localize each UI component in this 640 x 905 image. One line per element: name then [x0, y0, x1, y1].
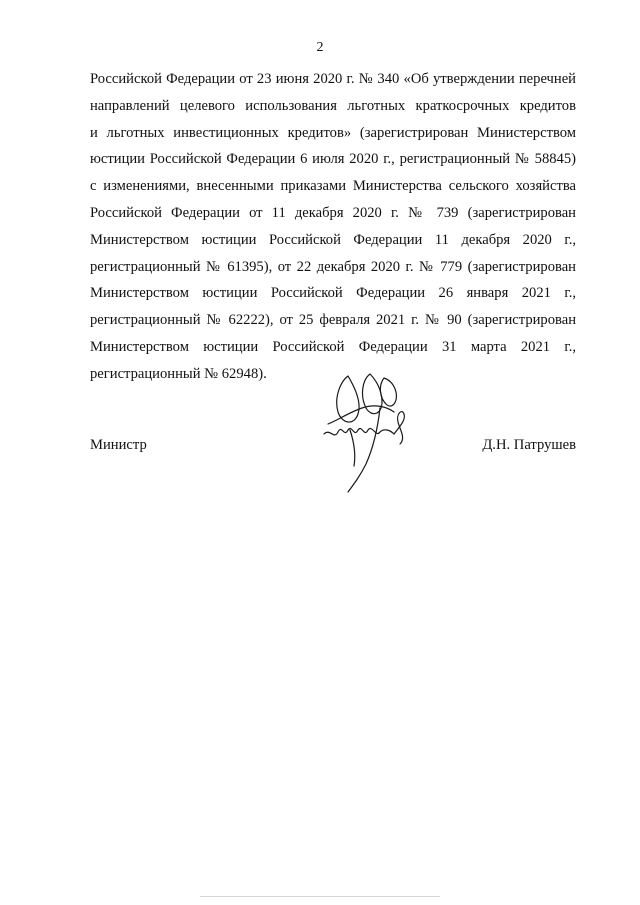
scan-edge-line	[200, 896, 440, 897]
body-line: Российской Федерации от 11 декабря 2020 г. № 739 (зарегистрирован	[90, 204, 576, 221]
body-line: Российской Федерации от 23 июня 2020 г. № 340 «Об утверждении перечней	[90, 71, 576, 87]
signature-block	[90, 433, 576, 457]
body-line: с изменениями, внесенными приказами Министерства сельского хозяйства	[90, 178, 576, 195]
body-paragraph	[90, 66, 576, 388]
body-line: направлений целевого использования льготных краткосрочных кредитов	[90, 97, 576, 114]
body-line: юстиции Российской Федерации 6 июля 2020 г., регистрационный № 58845)	[90, 151, 576, 168]
body-line: регистрационный № 61395), от 22 декабря 2020 г. № 779 (зарегистрирован	[90, 258, 576, 275]
handwritten-signature	[320, 368, 410, 496]
body-line: и льготных инвестиционных кредитов» (зарегистрирован Министерством	[90, 124, 576, 141]
signer-name: Д.Н. Патрушев	[482, 437, 576, 453]
body-line: регистрационный № 62222), от 25 февраля 2021 г. № 90 (зарегистрирован	[90, 312, 576, 329]
page-number: 2	[316, 40, 324, 55]
body-line: Министерством юстиции Российской Федерации 26 января 2021 г.,	[90, 285, 576, 302]
body-line: Министерством юстиции Российской Федерации 31 марта 2021 г.,	[90, 338, 576, 355]
body-line: Министерством юстиции Российской Федерации 11 декабря 2020 г.,	[90, 231, 576, 248]
body-line: регистрационный № 62948).	[90, 365, 267, 382]
signer-position: Министр	[90, 437, 147, 453]
